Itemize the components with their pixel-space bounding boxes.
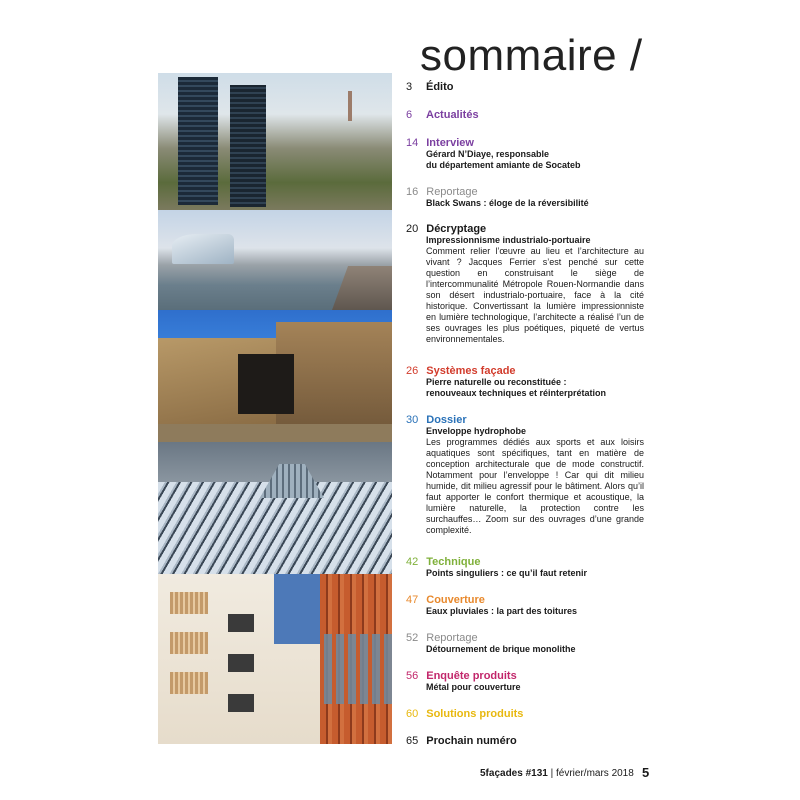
toc-entry-technique[interactable] xyxy=(406,556,646,579)
section-label: Interview xyxy=(426,137,474,149)
section-label: Reportage xyxy=(426,632,478,644)
photo-aquatic-center-roof xyxy=(158,442,392,574)
page-number: 52 xyxy=(406,632,419,644)
toc-entry-edito[interactable] xyxy=(406,81,646,93)
toc-entry-systemes-facade[interactable] xyxy=(406,365,646,399)
section-label: Actualités xyxy=(426,109,479,121)
page-number: 20 xyxy=(406,223,419,235)
section-description: Les programmes dédiés aux sports et aux loisirs aquatiques sont spécifiques, tant en matière de conception architecturale que de mode constructif. Notamment pour l’enveloppe ! Car qui dit milieu humide, dit milieu agressif pour le bâtiment. Alors qu’il faut apporter le confort thermique et acoustique, la lumière naturelle, la protection contre les surchauffes… Zoom sur des ouvrages d’une grande complexité. xyxy=(426,437,644,535)
section-label: Solutions produits xyxy=(426,708,524,720)
section-subtitle: Détournement de brique monolithe xyxy=(426,644,576,654)
toc-entry-actualites[interactable] xyxy=(406,109,646,121)
photo-residential-and-brick xyxy=(158,574,392,744)
page-title: sommaire / xyxy=(420,31,643,80)
section-label: Édito xyxy=(426,81,454,93)
section-label: Technique xyxy=(426,556,481,568)
page-number: 26 xyxy=(406,365,419,377)
section-label: Enquête produits xyxy=(426,670,517,682)
section-subtitle: Eaux pluviales : la part des toitures xyxy=(426,606,578,616)
section-subtitle: Métal pour couverture xyxy=(426,682,521,692)
section-subtitle: Black Swans : éloge de la réversibilité xyxy=(426,198,589,208)
section-label: Reportage xyxy=(426,186,478,198)
photo-rouen-riverside xyxy=(158,210,392,310)
page-footer xyxy=(480,768,634,779)
page-number: 3 xyxy=(406,81,413,93)
page-number: 47 xyxy=(406,594,419,606)
section-subtitle: Pierre naturelle ou reconstituée : xyxy=(426,377,567,387)
toc-entry-solutions-produits[interactable] xyxy=(406,708,646,720)
toc-entry-decryptage[interactable] xyxy=(406,223,646,345)
section-subtitle: Enveloppe hydrophobe xyxy=(426,426,527,436)
page-number: 14 xyxy=(406,137,419,149)
page-number: 60 xyxy=(406,708,419,720)
toc-entry-reportage-2[interactable] xyxy=(406,632,646,655)
page-number: 65 xyxy=(406,735,419,747)
section-label: Dossier xyxy=(426,414,467,426)
photo-black-swans-towers xyxy=(158,73,392,210)
photo-stone-facade xyxy=(158,310,392,442)
section-description: Comment relier l’œuvre au lieu et l’architecture au vivant ? Jacques Ferrier s’est penché sur cette question en construisant le siège de l’intercommunalité Métropole Rouen-Normandie dans son désert industrialo-portuaire, face à la cité historique. Convertissant la lumière impressionniste en lumière technologique, l’architecte a réalisé l’un de ses ouvrages les plus poétiques, piqueté de vertus environnementales. xyxy=(426,246,644,344)
page-number-footer: 5 xyxy=(642,765,650,780)
section-subtitle: Impressionnisme industrialo-portuaire xyxy=(426,235,591,245)
issue-number: #131 xyxy=(525,768,548,779)
section-label: Prochain numéro xyxy=(426,735,517,747)
page-number: 16 xyxy=(406,186,419,198)
section-subtitle: du département amiante de Socateb xyxy=(426,160,581,170)
section-label: Décryptage xyxy=(426,223,487,235)
section-subtitle: renouveaux techniques et réinterprétation xyxy=(426,388,607,398)
issue-date: | février/mars 2018 xyxy=(550,768,634,779)
page-number: 56 xyxy=(406,670,419,682)
page-number: 30 xyxy=(406,414,419,426)
toc-entry-prochain-numero[interactable] xyxy=(406,735,646,747)
photo-column xyxy=(158,73,392,744)
toc-entry-couverture[interactable] xyxy=(406,594,646,617)
section-subtitle: Points singuliers : ce qu’il faut retenir xyxy=(426,568,588,578)
page-number: 6 xyxy=(406,109,413,121)
toc-entry-enquete-produits[interactable] xyxy=(406,670,646,693)
toc-entry-dossier[interactable] xyxy=(406,414,646,536)
toc-entry-interview[interactable] xyxy=(406,137,646,171)
page-number: 42 xyxy=(406,556,419,568)
section-label: Systèmes façade xyxy=(426,365,516,377)
section-label: Couverture xyxy=(426,594,485,606)
section-subtitle: Gérard N’Diaye, responsable xyxy=(426,149,550,159)
magazine-brand: 5façades xyxy=(480,768,523,779)
toc-entry-reportage-1[interactable] xyxy=(406,186,646,209)
